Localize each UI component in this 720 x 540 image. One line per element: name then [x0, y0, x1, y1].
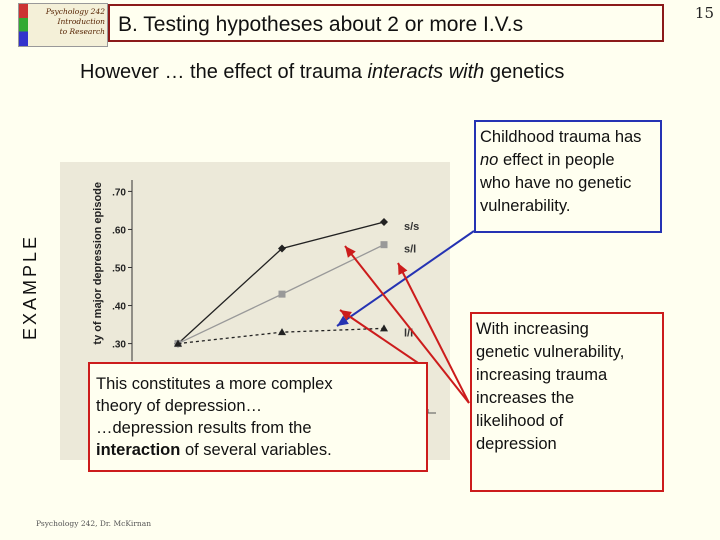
- series-line-1: [178, 222, 384, 344]
- callout-interaction-line: depression: [476, 435, 557, 453]
- y-tick-label: .50: [112, 263, 126, 275]
- callout-interaction-line: likelihood of: [476, 412, 564, 430]
- callout-no-effect-line2-rest: effect in people: [498, 151, 615, 169]
- callout-theory-line1: This constitutes a more complex: [96, 375, 333, 393]
- subtitle-part-1: However … the effect of trauma: [80, 61, 368, 83]
- axis-fragment: [428, 409, 436, 413]
- series-label: s/s: [404, 221, 420, 233]
- series-label: s/l: [404, 243, 417, 256]
- callout-theory-line2: theory of depression…: [96, 397, 263, 415]
- y-tick-label: .60: [112, 225, 126, 237]
- callout-interaction-line: With increasing: [476, 320, 589, 338]
- slide-number: 15: [694, 4, 714, 22]
- logo-line3: to Research: [59, 27, 105, 36]
- subtitle-part-3: genetics: [484, 61, 565, 83]
- callout-theory-line3: …depression results from the: [96, 419, 312, 437]
- callout-theory-line4: [96, 439, 424, 461]
- callout-theory: [88, 362, 428, 472]
- callout-no-effect-line1: Childhood trauma has: [480, 128, 642, 146]
- y-tick-label: .70: [112, 187, 126, 199]
- callout-no-effect-line2: [480, 149, 658, 172]
- logo-line1: Psychology 242: [45, 7, 105, 16]
- data-point-square: [381, 241, 388, 248]
- example-side-label: EXAMPLE: [20, 233, 40, 340]
- callout-theory-bold: interaction: [96, 441, 181, 459]
- data-point-triangle: [278, 328, 286, 335]
- callout-interaction: [470, 312, 664, 492]
- logo-line2: Introduction: [57, 17, 105, 26]
- callout-interaction-line: increases the: [476, 389, 575, 407]
- callout-interaction-line: increasing trauma: [476, 366, 608, 384]
- y-tick-label: .40: [112, 301, 126, 313]
- y-axis-label: ty of major depression episode: [92, 182, 104, 345]
- callout-no-effect-line4: vulnerability.: [480, 197, 571, 215]
- slide-title: B. Testing hypotheses about 2 or more I.V.s: [118, 13, 524, 36]
- callout-no-effect: [474, 120, 662, 233]
- subtitle-emphasis: interacts with: [367, 61, 485, 83]
- data-point-triangle: [380, 324, 388, 331]
- callout-theory-line4-rest: of several variables.: [180, 441, 332, 459]
- data-point-diamond: [380, 218, 388, 226]
- callout-interaction-line: genetic vulnerability,: [476, 343, 625, 361]
- data-point-square: [279, 291, 286, 298]
- y-tick-label: .30: [112, 339, 126, 351]
- series-label: l/l: [404, 327, 414, 340]
- callout-no-effect-line3: who have no genetic: [480, 174, 632, 192]
- footer-credit: Psychology 242, Dr. McKirnan: [36, 519, 152, 528]
- callout-no-effect-emphasis: no: [480, 151, 499, 169]
